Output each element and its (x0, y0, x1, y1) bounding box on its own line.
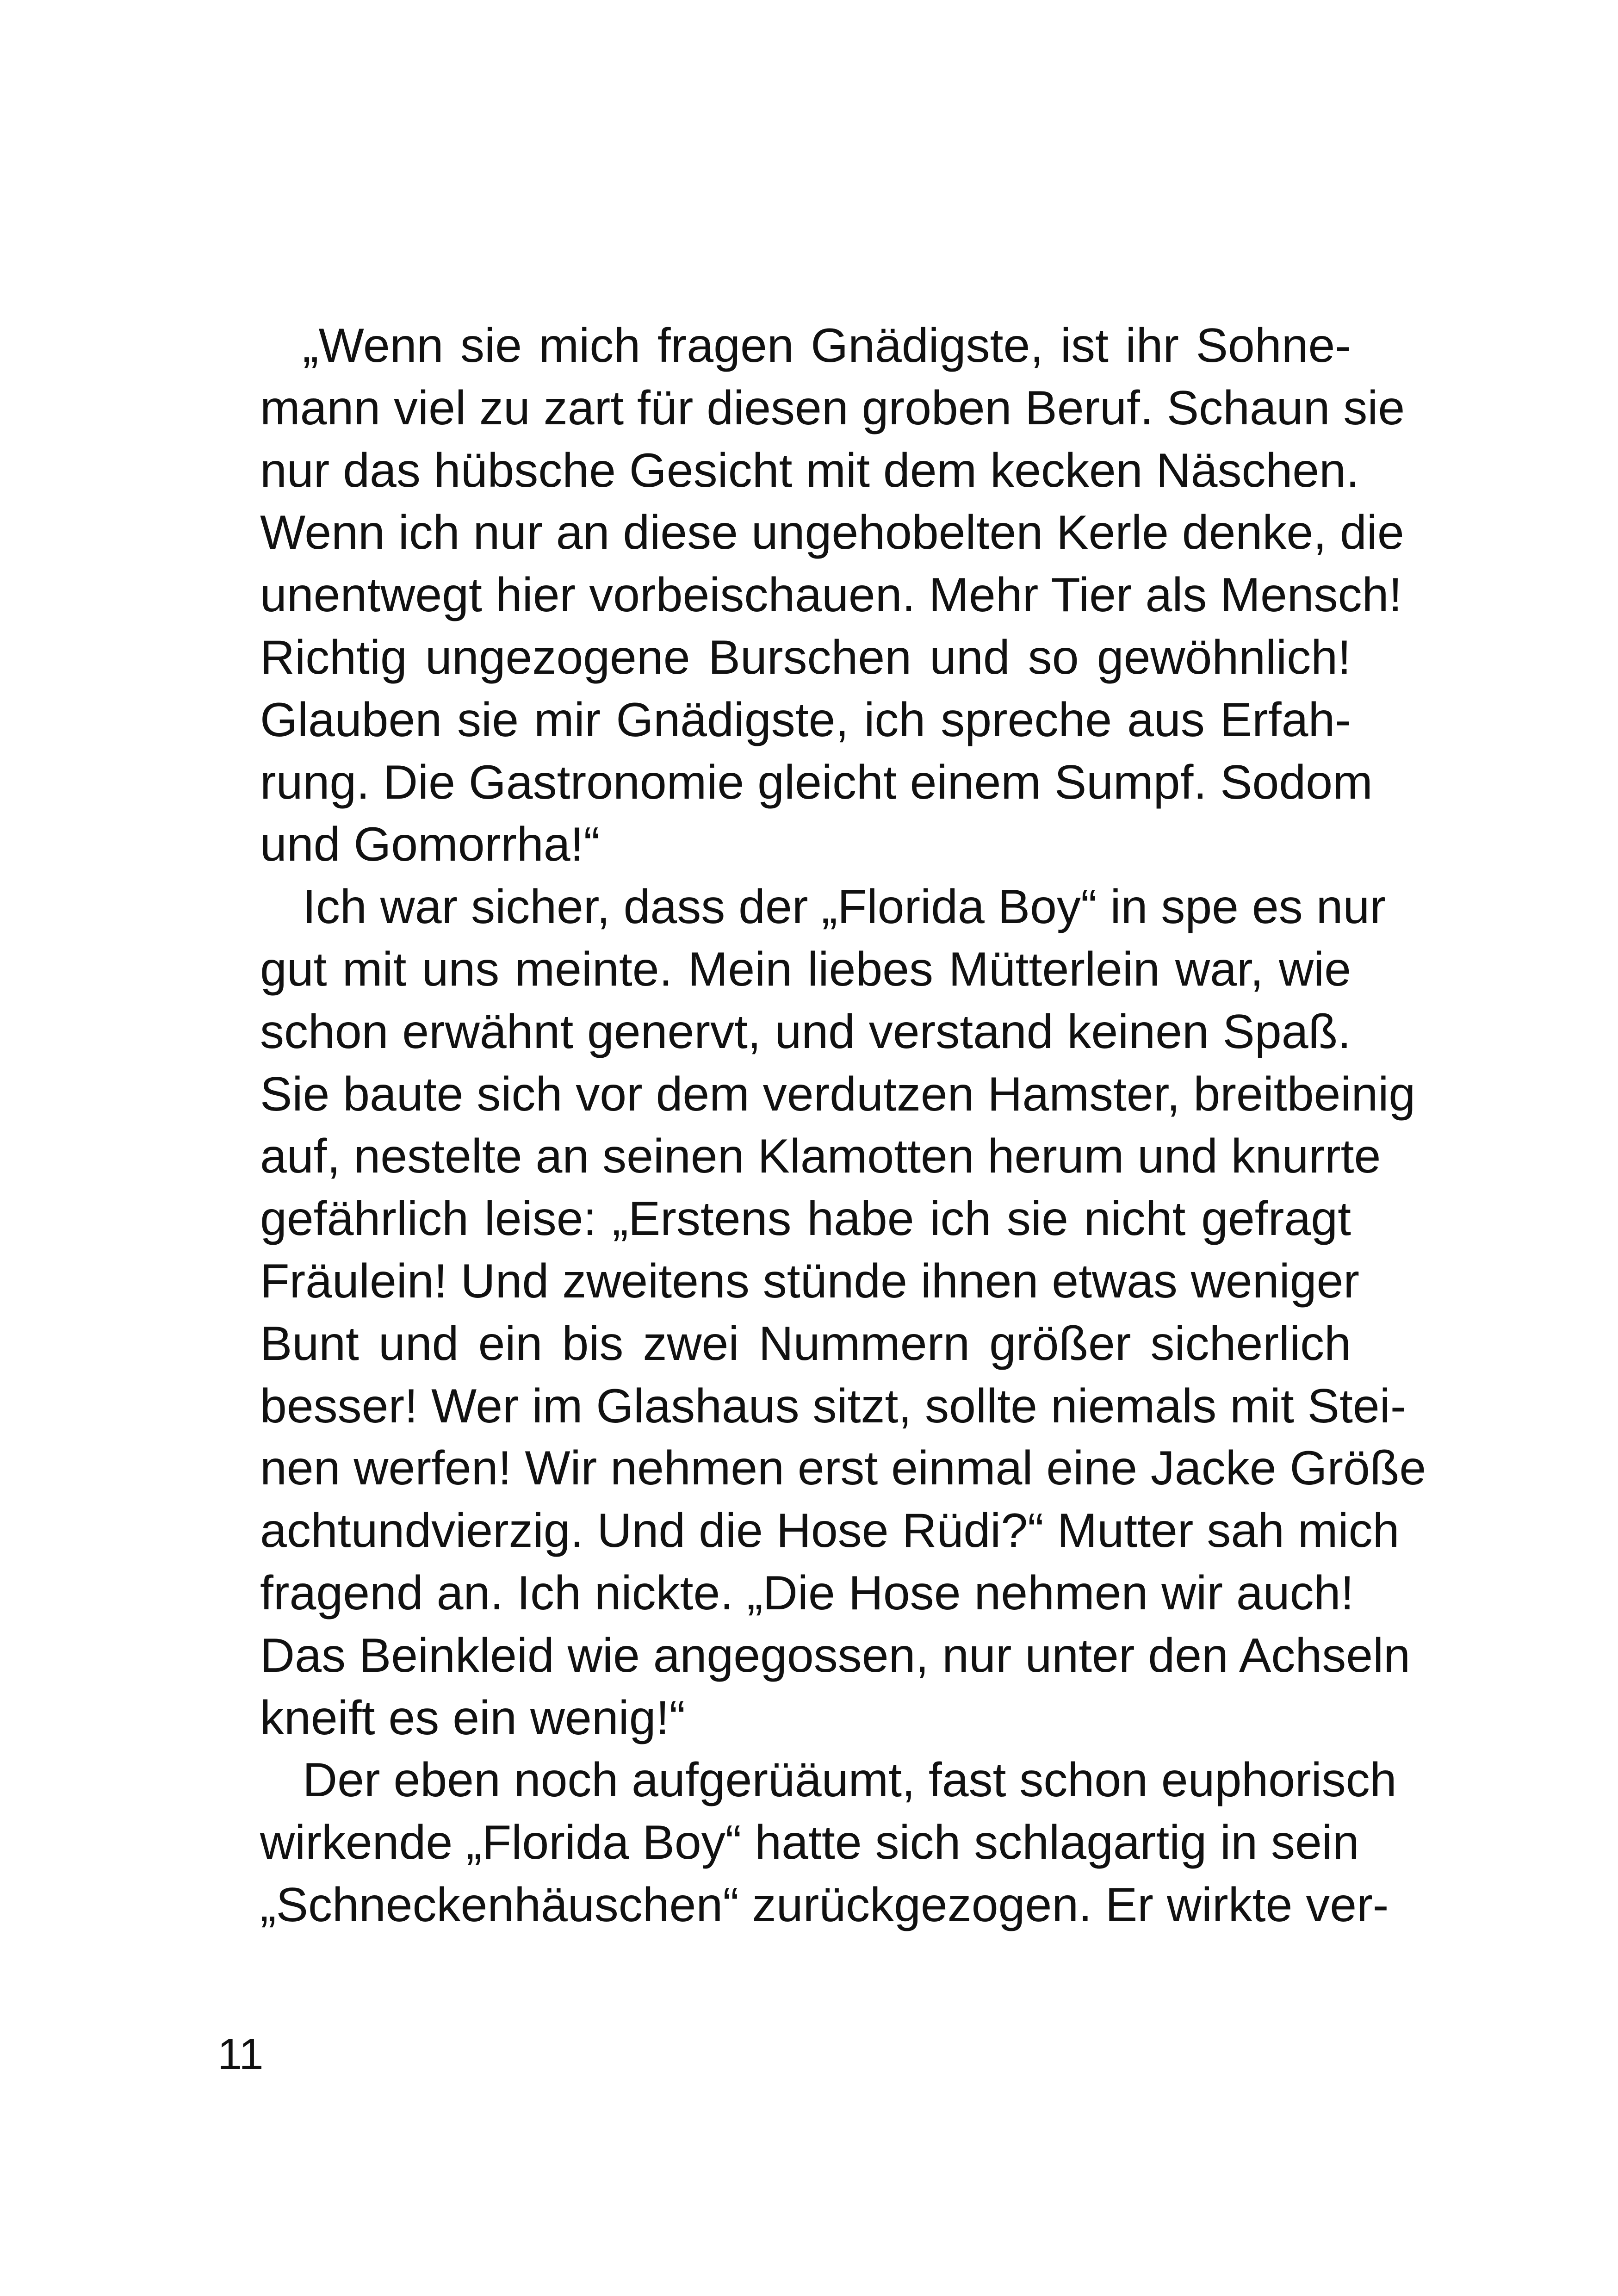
text-line: schon erwähnt genervt, und verstand keinen Spaß. (260, 1005, 1351, 1059)
text-line: wirkende „Florida Boy“ hatte sich schlagartig in sein (260, 1816, 1359, 1870)
text-line: nen werfen! Wir nehmen erst einmal eine Jacke Größe (260, 1441, 1426, 1496)
text-line: unentwegt hier vorbeischauen. Mehr Tier als Mensch! (260, 568, 1402, 622)
text-line: nur das hübsche Gesicht mit dem kecken Näschen. (260, 443, 1359, 497)
paragraph-1 (217, 315, 1405, 876)
text-line: gefährlich leise: „Erstens habe ich sie nicht gefragt (260, 1192, 1351, 1246)
text-line: fragend an. Ich nickte. „Die Hose nehmen wir auch! (260, 1566, 1354, 1620)
text-line: Der eben noch aufgerüäumt, fast schon euphorisch (303, 1753, 1397, 1807)
text-line: rung. Die Gastronomie gleicht einem Sumpf. Sodom (260, 755, 1373, 809)
text-line: Ich war sicher, dass der „Florida Boy“ in spe es nur (303, 880, 1386, 934)
page-number: 11 (217, 2029, 264, 2079)
text-line: Wenn ich nur an diese ungehobelten Kerle denke, die (260, 506, 1404, 560)
text-line: gut mit uns meinte. Mein liebes Mütterlein war, wie (260, 942, 1351, 996)
text-line: Bunt und ein bis zwei Nummern größer sicherlich (260, 1316, 1351, 1371)
text-line: Richtig ungezogene Burschen und so gewöhnlich! (260, 630, 1351, 684)
text-line: besser! Wer im Glashaus sitzt, sollte niemals mit Stei- (260, 1379, 1407, 1433)
paragraph-3 (217, 1749, 1397, 1936)
body-text (217, 315, 1426, 1936)
text-line: Sie baute sich vor dem verdutzen Hamster, breitbeinig (260, 1067, 1416, 1121)
text-line: und Gomorrha!“ (260, 818, 600, 872)
text-line: „Schneckenhäuschen“ zurückgezogen. Er wirkte ver- (260, 1878, 1389, 1932)
text-line: Glauben sie mir Gnädigste, ich spreche aus Erfah- (260, 693, 1351, 747)
text-line: auf, nestelte an seinen Klamotten herum und knurrte (260, 1129, 1381, 1184)
text-line: „Wenn sie mich fragen Gnädigste, ist ihr Sohne- (303, 319, 1351, 372)
paragraph-2 (217, 876, 1426, 1749)
text-line: Fräulein! Und zweitens stünde ihnen etwas weniger (260, 1254, 1360, 1308)
text-line: Das Beinkleid wie angegossen, nur unter den Achseln (260, 1628, 1411, 1682)
text-line: kneift es ein wenig!“ (260, 1691, 686, 1745)
text-line: achtundvierzig. Und die Hose Rüdi?“ Mutter sah mich (260, 1504, 1400, 1558)
text-line: mann viel zu zart für diesen groben Beruf. Schaun sie (260, 381, 1405, 435)
